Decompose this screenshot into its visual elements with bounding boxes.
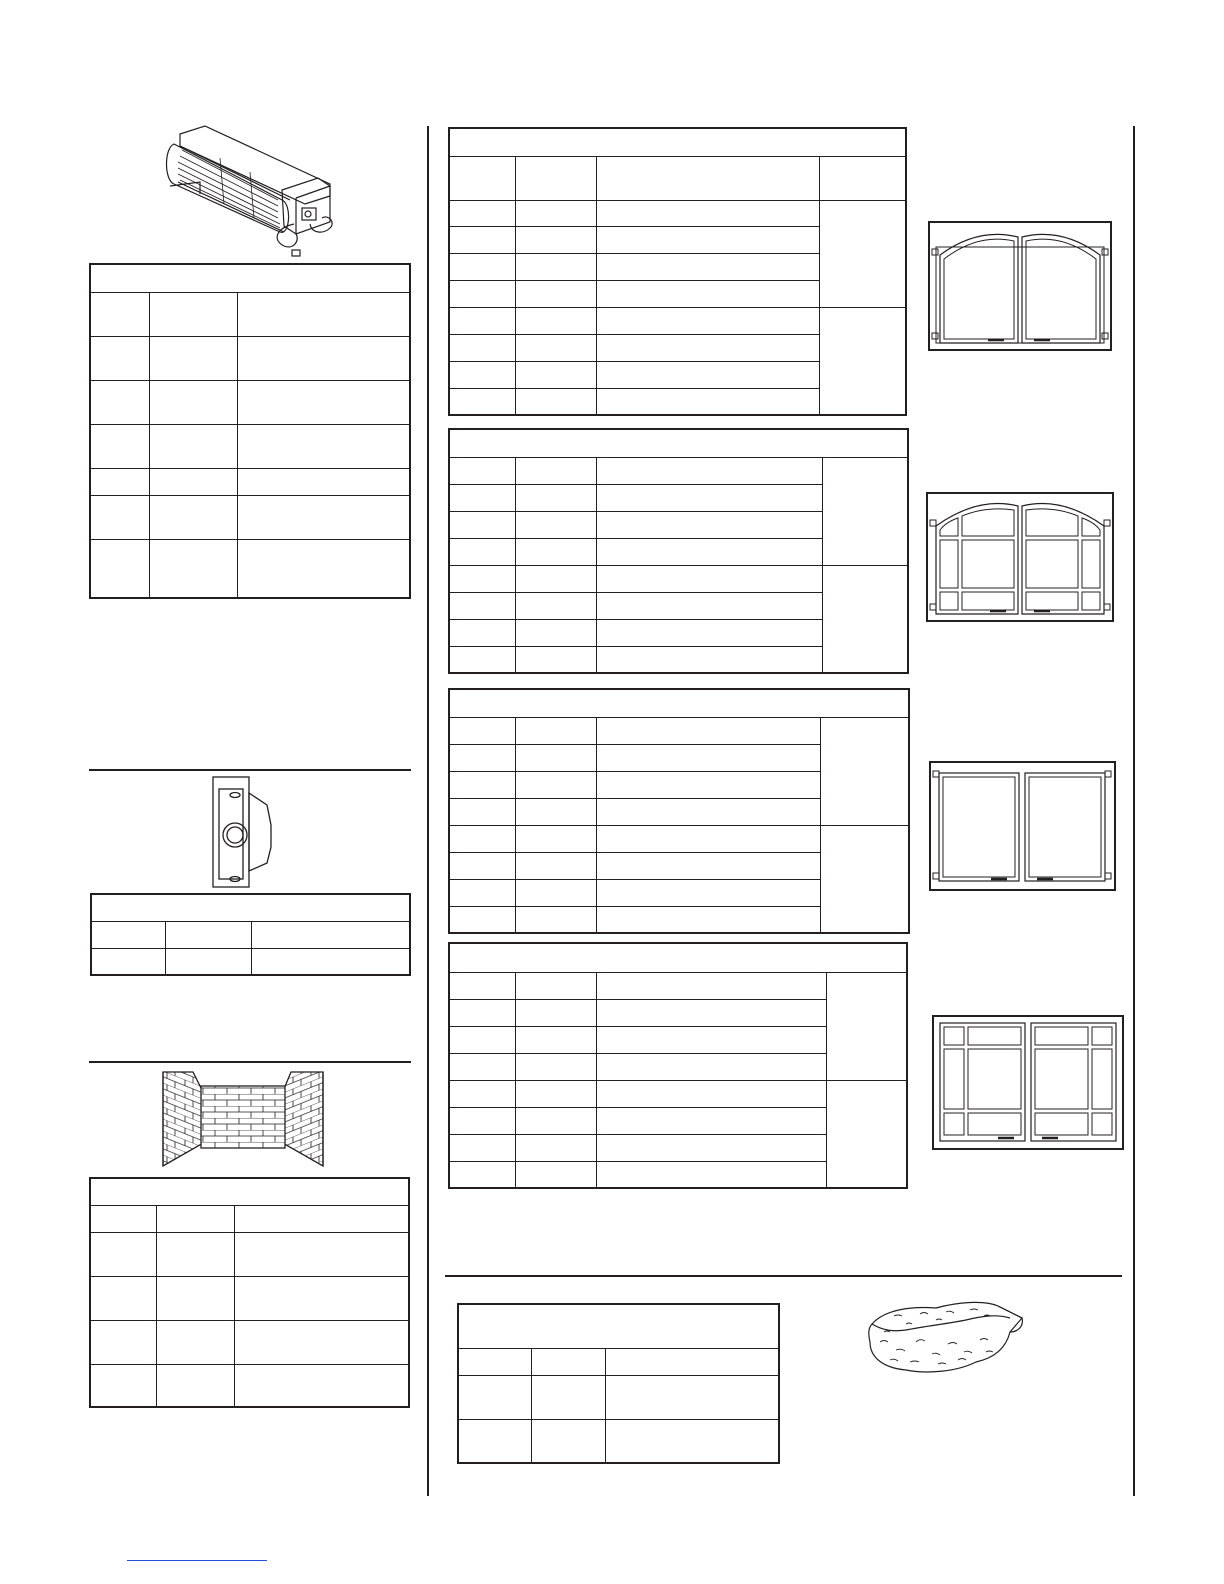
table-cell [449,1107,515,1134]
table-cell [149,336,237,380]
table-header [91,894,410,921]
table-cell [449,156,515,200]
arched-door-set-icon [928,221,1112,351]
table-cell [449,484,515,511]
table-cell [449,972,515,999]
table-cell [515,361,596,388]
table-cell [234,1232,409,1276]
table-cell [449,1134,515,1161]
table-cell [449,771,515,798]
table-cell [449,798,515,825]
table-cell [596,906,820,933]
table-cell [515,226,596,253]
table-cell [90,336,149,380]
table-cell [90,1320,156,1364]
table-cell [237,292,410,336]
ceramic-log-icon [866,1296,1026,1380]
table-cell [596,361,819,388]
table-cell [596,388,819,415]
table-cell [515,619,596,646]
table-cell [819,156,906,200]
table-cell [165,921,251,948]
table-cell [449,226,515,253]
brick-liner-table [89,1177,410,1408]
wall-switch-box-icon [205,775,275,890]
table-cell [515,852,596,879]
table-cell [596,798,820,825]
table-cell [515,280,596,307]
table-cell [515,200,596,226]
table-cell [449,388,515,415]
wall-switch-table [90,893,411,976]
table-cell [596,1134,826,1161]
table-cell [596,565,822,592]
table-cell [90,424,149,468]
table-cell [449,200,515,226]
table-cell [515,825,596,852]
table-cell [91,921,165,948]
table-cell [515,1161,596,1188]
table-cell-merged [822,457,908,565]
table-cell [515,879,596,906]
table-cell [449,361,515,388]
table-cell [237,424,410,468]
table-cell [251,948,410,975]
table-cell [237,380,410,424]
table-cell [449,825,515,852]
table-cell [596,457,822,484]
table-cell [531,1419,605,1463]
table-cell [149,495,237,539]
table-cell [237,539,410,598]
table-cell [449,852,515,879]
table-cell [90,380,149,424]
table-header [90,264,410,292]
table-cell [515,906,596,933]
table-cell [237,468,410,495]
table-cell [234,1276,409,1320]
table-cell [596,1026,826,1053]
table-cell [596,825,820,852]
table-cell [515,1026,596,1053]
table-cell [90,292,149,336]
table-cell [149,292,237,336]
rectangular-mullion-door-table [448,942,908,1189]
table-cell [449,646,515,673]
table-cell [449,1026,515,1053]
table-cell [449,1053,515,1080]
section-divider [445,1275,1122,1277]
table-cell [449,1161,515,1188]
table-cell [156,1276,234,1320]
table-cell [149,539,237,598]
rectangular-door-set-icon [929,761,1116,891]
footer-link-underline[interactable] [127,1560,267,1561]
table-cell [596,972,826,999]
table-cell [515,565,596,592]
table-cell [515,457,596,484]
table-cell [90,1205,156,1232]
table-cell [596,253,819,280]
table-cell [458,1419,531,1463]
table-cell [90,468,149,495]
table-cell [605,1348,779,1375]
table-cell [596,1107,826,1134]
table-cell [596,307,819,334]
table-cell [449,253,515,280]
table-cell [515,156,596,200]
table-cell [515,646,596,673]
table-cell [596,200,819,226]
table-cell [531,1348,605,1375]
table-cell [449,538,515,565]
table-cell [515,484,596,511]
table-cell [449,280,515,307]
table-cell-merged [822,565,908,673]
table-cell [156,1232,234,1276]
rectangular-mullion-door-set-icon [932,1015,1124,1150]
table-cell [596,334,819,361]
table-cell [515,771,596,798]
table-cell [90,1232,156,1276]
table-cell [149,468,237,495]
table-cell [596,717,820,744]
table-cell [234,1205,409,1232]
brick-liner-icon [161,1070,325,1170]
table-cell-merged [826,972,907,1080]
table-cell [449,879,515,906]
table-cell [449,334,515,361]
table-cell [91,948,165,975]
table-cell-merged [820,717,909,825]
table-cell [515,1107,596,1134]
table-cell [449,511,515,538]
table-cell [458,1375,531,1419]
table-cell-merged [819,200,906,307]
table-cell [605,1375,779,1419]
table-cell [605,1419,779,1463]
table-cell [515,1080,596,1107]
table-cell [596,1053,826,1080]
table-cell [515,798,596,825]
table-cell [596,646,822,673]
table-cell [449,906,515,933]
table-header [449,943,907,972]
center-column-divider [427,126,429,1496]
table-cell [596,744,820,771]
table-cell [251,921,410,948]
arched-mullion-door-table [448,428,909,674]
table-cell [596,771,820,798]
table-cell [90,1276,156,1320]
table-cell [90,1364,156,1407]
table-cell [156,1320,234,1364]
table-cell [596,280,819,307]
table-cell [596,879,820,906]
table-cell [596,999,826,1026]
table-cell [596,484,822,511]
arched-mullion-door-set-icon [926,492,1114,622]
right-column-divider [1133,126,1135,1496]
table-cell [596,852,820,879]
table-cell [237,336,410,380]
table-cell [515,538,596,565]
table-cell [458,1348,531,1375]
table-cell [515,999,596,1026]
rectangular-door-table [448,688,910,934]
table-header [458,1304,779,1348]
table-cell [165,948,251,975]
table-cell [596,1161,826,1188]
table-cell [596,511,822,538]
table-cell [449,307,515,334]
table-cell [449,999,515,1026]
table-cell-merged [826,1080,907,1188]
table-cell [596,538,822,565]
table-cell [149,380,237,424]
table-cell [596,226,819,253]
table-cell [90,539,149,598]
table-cell [156,1205,234,1232]
table-cell [449,592,515,619]
table-cell [515,972,596,999]
table-cell [156,1364,234,1407]
section-divider [89,1061,411,1063]
table-cell [449,619,515,646]
blower-kit-table [89,263,411,599]
log-set-table [457,1303,780,1464]
table-cell [596,156,819,200]
table-cell [449,717,515,744]
table-cell [515,1053,596,1080]
table-cell [234,1364,409,1407]
table-cell [449,1080,515,1107]
table-header [449,429,908,457]
table-cell [515,307,596,334]
table-cell [149,424,237,468]
table-cell [90,495,149,539]
arched-door-table [448,127,907,416]
table-cell [515,253,596,280]
table-cell [515,744,596,771]
table-cell [515,592,596,619]
table-cell [449,565,515,592]
table-cell [596,1080,826,1107]
table-cell [596,619,822,646]
table-cell [234,1320,409,1364]
table-cell [515,1134,596,1161]
table-cell-merged [819,307,906,415]
table-cell [515,717,596,744]
table-cell-merged [820,825,909,933]
section-divider [89,769,411,771]
table-cell [237,495,410,539]
table-cell [515,388,596,415]
table-header [449,128,906,156]
table-header [449,689,909,717]
table-cell [531,1375,605,1419]
table-cell [515,511,596,538]
blower-fan-icon [160,124,350,266]
table-cell [449,744,515,771]
table-cell [515,334,596,361]
table-cell [596,592,822,619]
table-cell [449,457,515,484]
table-header [90,1178,409,1205]
